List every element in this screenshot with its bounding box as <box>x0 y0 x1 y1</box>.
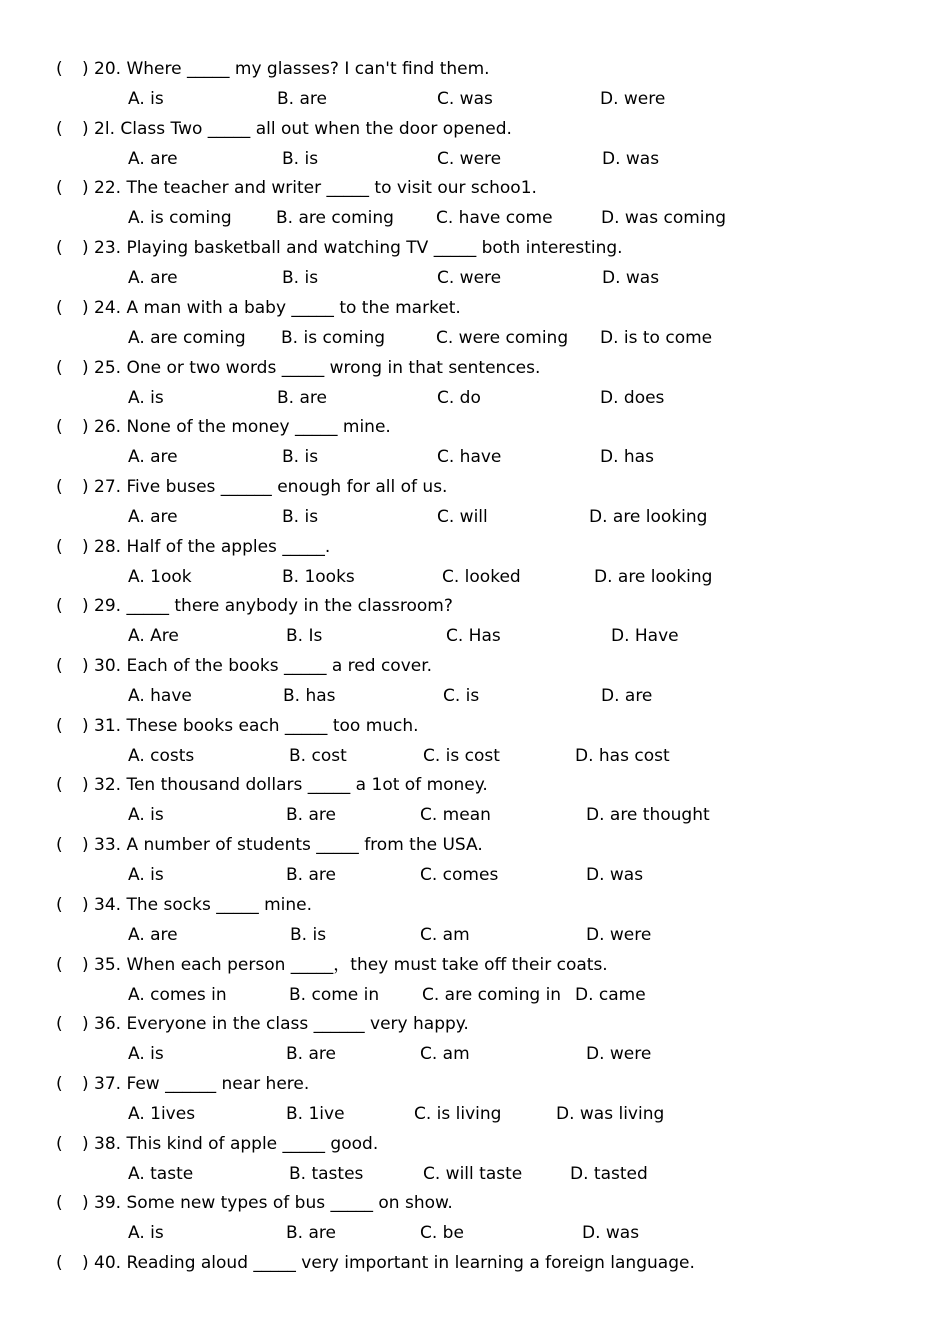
option-d: D. are <box>601 686 653 706</box>
option-b: B. are <box>277 89 327 109</box>
option-b: B. 1ive <box>286 1104 345 1124</box>
option-c: C. am <box>420 925 470 945</box>
option-d: D. are looking <box>589 507 708 527</box>
option-b: B. are <box>286 1223 336 1243</box>
option-b: B. has <box>283 686 336 706</box>
option-a: A. comes in <box>128 985 227 1005</box>
question-stem: ) 38. This kind of apple _____ good. <box>82 1134 379 1154</box>
option-c: C. are coming in <box>422 985 562 1005</box>
option-c: C. were <box>437 149 502 169</box>
answer-blank-open-paren: ( <box>56 417 63 437</box>
option-c: C. is <box>443 686 480 706</box>
answer-blank-open-paren: ( <box>56 178 63 198</box>
option-d: D. came <box>575 985 646 1005</box>
option-b: B. are <box>286 805 336 825</box>
answer-blank-open-paren: ( <box>56 238 63 258</box>
option-d: D. tasted <box>570 1164 648 1184</box>
question-32 <box>0 775 950 795</box>
answer-blank-open-paren: ( <box>56 716 63 736</box>
answer-blank-open-paren: ( <box>56 895 63 915</box>
question-31 <box>0 716 950 736</box>
option-d: D. are thought <box>586 805 710 825</box>
option-a: A. costs <box>128 746 195 766</box>
option-b: B. is <box>282 149 319 169</box>
question-38 <box>0 1134 950 1154</box>
question-stem: ) 22. The teacher and writer _____ to visit our schoo1. <box>82 178 537 198</box>
option-b: B. 1ooks <box>282 567 355 587</box>
question-stem: ) 23. Playing basketball and watching TV _____ both interesting. <box>82 238 623 258</box>
question-stem: ) 40. Reading aloud _____ very important in learning a foreign language. <box>82 1253 695 1273</box>
option-b: B. is <box>290 925 327 945</box>
question-stem: ) 33. A number of students _____ from the USA. <box>82 835 483 855</box>
option-a: A. are <box>128 149 178 169</box>
question-stem: ) 28. Half of the apples _____. <box>82 537 331 557</box>
option-b: B. is coming <box>281 328 386 348</box>
option-c: C. mean <box>420 805 491 825</box>
question-23 <box>0 238 950 258</box>
option-c: C. was <box>437 89 493 109</box>
option-b: B. is <box>282 507 319 527</box>
question-stem: ) 27. Five buses ______ enough for all of us. <box>82 477 448 497</box>
question-stem: ) 30. Each of the books _____ a red cover. <box>82 656 433 676</box>
question-stem: ) 34. The socks _____ mine. <box>82 895 313 915</box>
answer-blank-open-paren: ( <box>56 119 63 139</box>
question-37 <box>0 1074 950 1094</box>
option-a: A. is <box>128 89 164 109</box>
answer-blank-open-paren: ( <box>56 477 63 497</box>
option-a: A. Are <box>128 626 179 646</box>
question-35 <box>0 955 950 975</box>
option-c: C. will <box>437 507 488 527</box>
option-a: A. is <box>128 1223 164 1243</box>
question-stem: ) 31. These books each _____ too much. <box>82 716 419 736</box>
question-stem: ) 20. Where _____ my glasses? I can't find them. <box>82 59 490 79</box>
option-a: A. taste <box>128 1164 194 1184</box>
question-40 <box>0 1253 950 1273</box>
option-b: B. Is <box>286 626 323 646</box>
option-a: A. 1ives <box>128 1104 196 1124</box>
question-22 <box>0 178 950 198</box>
question-stem: ) 26. None of the money _____ mine. <box>82 417 391 437</box>
question-stem: ) 36. Everyone in the class ______ very happy. <box>82 1014 469 1034</box>
question-stem: ) 37. Few ______ near here. <box>82 1074 310 1094</box>
option-d: D. were <box>586 1044 652 1064</box>
option-b: B. are <box>286 1044 336 1064</box>
answer-blank-open-paren: ( <box>56 537 63 557</box>
option-a: A. are <box>128 925 178 945</box>
question-stem: ) 24. A man with a baby _____ to the market. <box>82 298 461 318</box>
option-c: C. have <box>437 447 502 467</box>
answer-blank-open-paren: ( <box>56 656 63 676</box>
option-b: B. are <box>286 865 336 885</box>
option-d: D. was <box>602 268 660 288</box>
question-stem: ) 39. Some new types of bus _____ on show. <box>82 1193 453 1213</box>
option-b: B. is <box>282 268 319 288</box>
option-a: A. is <box>128 865 164 885</box>
option-d: D. was <box>602 149 660 169</box>
option-a: A. are <box>128 507 178 527</box>
option-d: D. is to come <box>600 328 713 348</box>
option-d: D. was coming <box>601 208 727 228</box>
option-d: D. Have <box>611 626 679 646</box>
option-b: B. cost <box>289 746 347 766</box>
question-stem: ) 25. One or two words _____ wrong in that sentences. <box>82 358 541 378</box>
option-b: B. is <box>282 447 319 467</box>
answer-blank-open-paren: ( <box>56 955 63 975</box>
option-d: D. was <box>582 1223 640 1243</box>
option-c: C. am <box>420 1044 470 1064</box>
option-a: A. is <box>128 805 164 825</box>
option-d: D. has cost <box>575 746 670 766</box>
answer-blank-open-paren: ( <box>56 775 63 795</box>
answer-blank-open-paren: ( <box>56 1074 63 1094</box>
option-c: C. were coming <box>436 328 569 348</box>
answer-blank-open-paren: ( <box>56 1134 63 1154</box>
question-stem: ) 2l. Class Two _____ all out when the door opened. <box>82 119 512 139</box>
option-d: D. has <box>600 447 654 467</box>
option-a: A. are <box>128 268 178 288</box>
option-c: C. have come <box>436 208 553 228</box>
option-c: C. do <box>437 388 481 408</box>
option-c: C. were <box>437 268 502 288</box>
question-21 <box>0 119 950 139</box>
option-b: B. come in <box>289 985 380 1005</box>
option-b: B. are coming <box>276 208 394 228</box>
option-c: C. is cost <box>423 746 500 766</box>
option-a: A. is <box>128 1044 164 1064</box>
answer-blank-open-paren: ( <box>56 59 63 79</box>
option-d: D. are looking <box>594 567 713 587</box>
question-20 <box>0 59 950 79</box>
option-c: C. be <box>420 1223 464 1243</box>
question-25 <box>0 358 950 378</box>
question-27 <box>0 477 950 497</box>
option-a: A. 1ook <box>128 567 192 587</box>
question-34 <box>0 895 950 915</box>
option-c: C. will taste <box>423 1164 523 1184</box>
question-stem: ) 32. Ten thousand dollars _____ a 1ot of money. <box>82 775 488 795</box>
answer-blank-open-paren: ( <box>56 1193 63 1213</box>
question-28 <box>0 537 950 557</box>
question-29 <box>0 596 950 616</box>
question-36 <box>0 1014 950 1034</box>
question-39 <box>0 1193 950 1213</box>
option-d: D. was living <box>556 1104 665 1124</box>
option-a: A. is <box>128 388 164 408</box>
answer-blank-open-paren: ( <box>56 358 63 378</box>
answer-blank-open-paren: ( <box>56 1253 63 1273</box>
option-a: A. are coming <box>128 328 246 348</box>
option-d: D. does <box>600 388 665 408</box>
option-b: B. tastes <box>289 1164 364 1184</box>
option-d: D. was <box>586 865 644 885</box>
answer-blank-open-paren: ( <box>56 1014 63 1034</box>
option-c: C. looked <box>442 567 521 587</box>
option-c: C. is living <box>414 1104 502 1124</box>
option-b: B. are <box>277 388 327 408</box>
option-a: A. have <box>128 686 192 706</box>
option-c: C. comes <box>420 865 499 885</box>
option-d: D. were <box>600 89 666 109</box>
question-30 <box>0 656 950 676</box>
option-d: D. were <box>586 925 652 945</box>
answer-blank-open-paren: ( <box>56 298 63 318</box>
question-stem: ) 29. _____ there anybody in the classroom? <box>82 596 453 616</box>
question-stem: ) 35. When each person _____，they must take off their coats. <box>82 955 608 975</box>
question-26 <box>0 417 950 437</box>
question-24 <box>0 298 950 318</box>
option-c: C. Has <box>446 626 501 646</box>
answer-blank-open-paren: ( <box>56 596 63 616</box>
answer-blank-open-paren: ( <box>56 835 63 855</box>
option-a: A. is coming <box>128 208 232 228</box>
option-a: A. are <box>128 447 178 467</box>
question-33 <box>0 835 950 855</box>
